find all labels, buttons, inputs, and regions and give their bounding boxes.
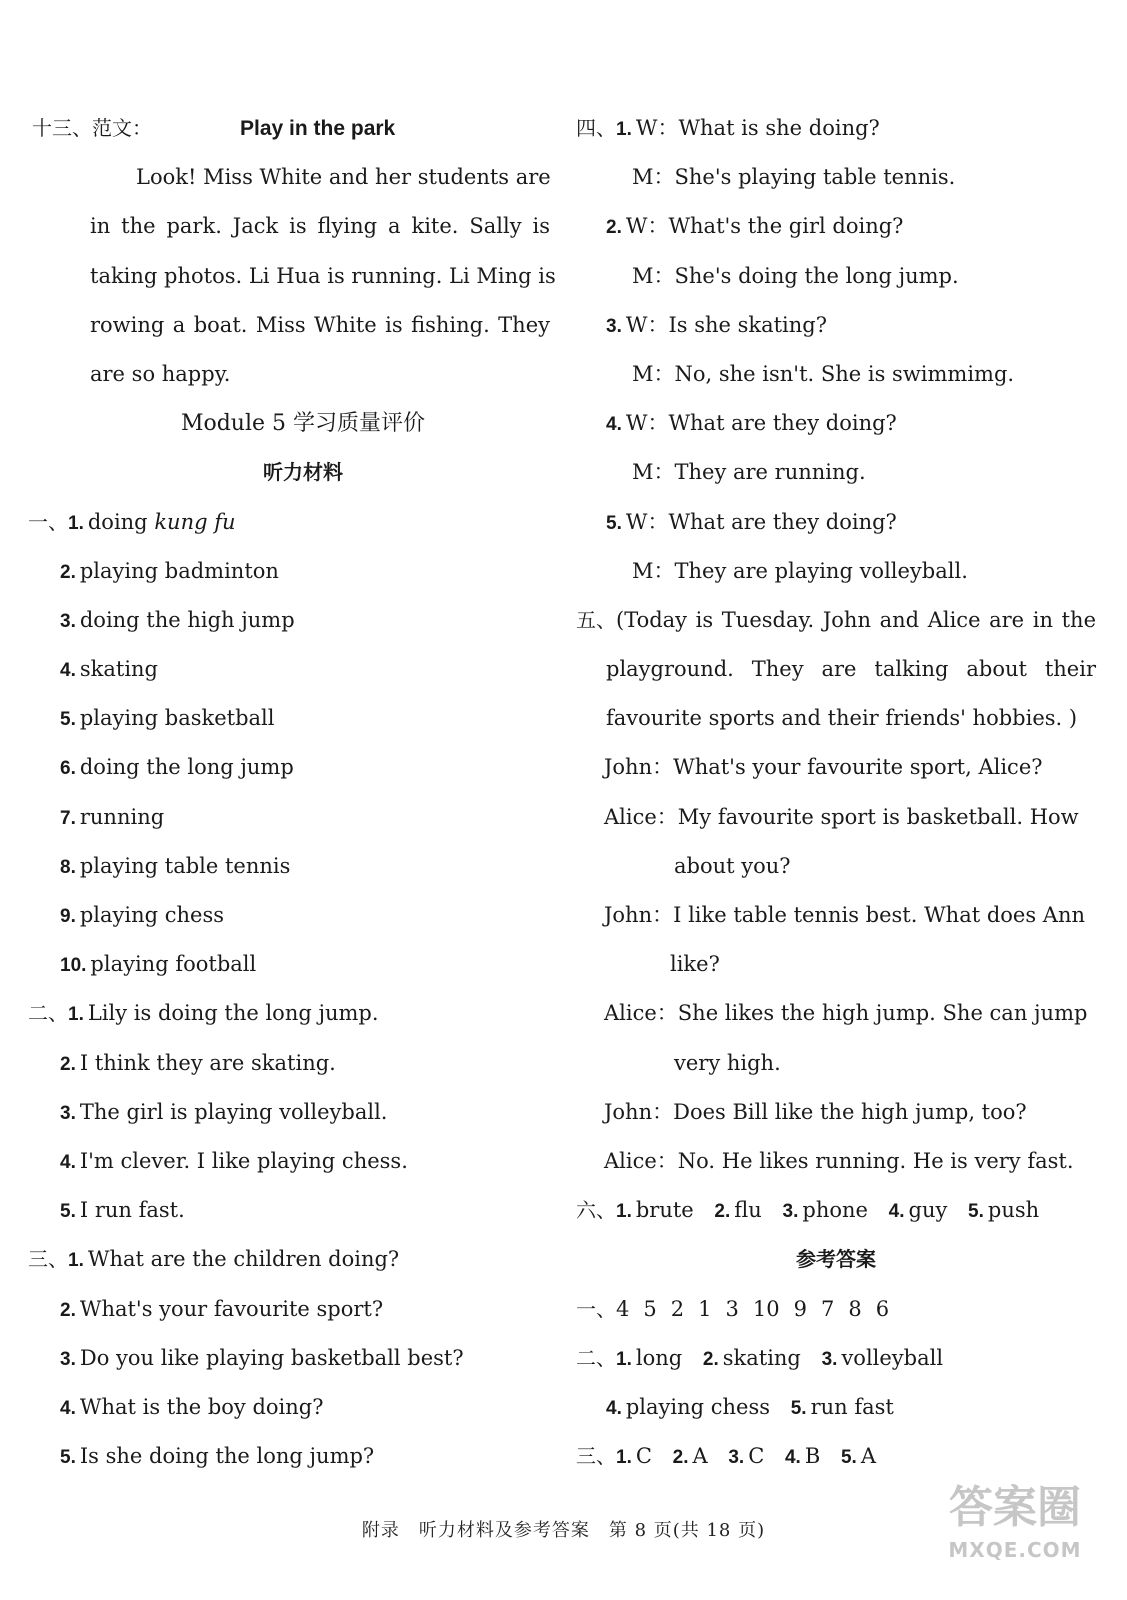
dialog-intro: playground. They are talking about their <box>606 657 1096 682</box>
dialog-line: 2. W：What's the girl doing? <box>606 214 904 239</box>
watermark-logo <box>917 1478 1113 1588</box>
answer-row: 一、4 5 2 1 3 10 9 7 8 6 <box>576 1285 1096 1334</box>
list-item: 三、1. What are the children doing? <box>28 1247 400 1272</box>
left-column <box>28 104 558 1481</box>
dialog-line: Alice：No. He likes running. He is very fast. <box>604 1148 1074 1173</box>
list-item: 3. doing the high jump <box>60 607 295 632</box>
dialog-line: 四、1. W：What is she doing? <box>576 116 880 140</box>
essay-line: in the park. Jack is flying a kite. Sally is <box>90 214 550 239</box>
dialog-line: M：She's playing table tennis. <box>632 165 956 190</box>
dialog-line: John：Does Bill like the high jump, too? <box>604 1099 1027 1124</box>
list-item: 3. The girl is playing volleyball. <box>60 1099 388 1124</box>
list-item: 3. Do you like playing basketball best? <box>60 1345 464 1370</box>
section-label: 五、 <box>576 607 616 632</box>
dialog-line: M：They are running. <box>632 460 866 485</box>
list-item: 10. playing football <box>60 952 257 977</box>
list-item: 6. doing the long jump <box>60 755 294 780</box>
essay-label: 十三、范文： <box>32 116 152 140</box>
section-label: 三、 <box>28 1247 68 1272</box>
essay-line: Look! Miss White and her students are <box>136 165 551 190</box>
list-item: 六、1. brute 2. flu 3. phone 4. guy 5. push <box>576 1198 1040 1223</box>
list-item: 2. playing badminton <box>60 558 279 583</box>
dialog-line: M：No, she isn't. She is swimmimg. <box>632 361 1015 386</box>
answers-heading: 参考答案 <box>796 1247 876 1272</box>
module-title: Module 5 学习质量评价 <box>180 411 426 437</box>
dialog-line: M：She's doing the long jump. <box>632 263 959 288</box>
list-item: 2. What's your favourite sport? <box>60 1296 384 1321</box>
answer-row: 二、1. long 2. skating 3. volleyball <box>576 1345 944 1370</box>
right-column <box>576 104 1096 1481</box>
dialog-line: John：I like table tennis best. What does Ann <box>604 903 1086 927</box>
dialog-line: about you? <box>674 853 791 878</box>
section-label: 六、 <box>576 1198 616 1223</box>
essay-title-line <box>28 104 558 153</box>
list-item: 5. I run fast. <box>60 1198 185 1223</box>
dialog-line: 5. W：What are they doing? <box>606 509 897 534</box>
dialog-line: like? <box>670 952 720 977</box>
dialog-line: 4. W：What are they doing? <box>606 411 897 436</box>
list-item: 9. playing chess <box>60 903 225 927</box>
dialog-line: M：They are playing volleyball. <box>632 558 968 583</box>
answer-circle-icon: 答案圈 <box>949 1482 1081 1533</box>
list-item: 2. I think they are skating. <box>60 1050 336 1075</box>
section-label: 四、 <box>576 116 616 140</box>
list-item: 8. playing table tennis <box>60 853 291 878</box>
dialog-line: Alice：She likes the high jump. She can jump <box>604 1001 1088 1026</box>
answer-row: 4. playing chess 5. run fast <box>606 1394 894 1419</box>
section-label: 二、 <box>28 1001 68 1026</box>
dialog-intro: 五、 (Today is Tuesday. John and Alice are in the <box>576 596 1096 645</box>
listening-heading: 听力材料 <box>263 460 343 485</box>
list-item: 二、1. Lily is doing the long jump. <box>28 1001 379 1026</box>
list-item: 5. playing basketball <box>60 706 275 731</box>
dialog-line: very high. <box>674 1050 781 1075</box>
list-item: 7. running <box>60 804 165 829</box>
watermark-site: MXQE.COM <box>948 1538 1082 1562</box>
list-item: 4. skating <box>60 657 159 682</box>
italic-term: kung fu <box>154 509 236 534</box>
essay-title: Play in the park <box>240 117 396 140</box>
essay-line: taking photos. Li Hua is running. Li Ming is <box>90 263 556 288</box>
section-label: 一、 <box>28 509 68 534</box>
page-footer: 附录 听力材料及参考答案 第 8 页(共 18 页) <box>361 1520 766 1541</box>
list-item: 4. I'm clever. I like playing chess. <box>60 1148 408 1173</box>
essay-line: are so happy. <box>90 361 231 386</box>
section-label: 二、 <box>576 1345 616 1370</box>
dialog-line: 3. W：Is she skating? <box>606 312 827 337</box>
dialog-line: Alice：My favourite sport is basketball. How <box>604 804 1079 829</box>
section-label: 三、 <box>576 1444 616 1469</box>
dialog-line: John：What's your favourite sport, Alice? <box>604 755 1043 780</box>
list-item: 一、1. doing kung fu <box>28 509 236 534</box>
list-item: 4. What is the boy doing? <box>60 1394 324 1419</box>
list-item: 5. Is she doing the long jump? <box>60 1444 375 1469</box>
dialog-intro: favourite sports and their friends' hobbies. ) <box>606 706 1078 731</box>
essay-line: rowing a boat. Miss White is fishing. They <box>90 312 550 337</box>
answer-row: 三、1. C 2. A 3. C 4. B 5. A <box>576 1444 876 1469</box>
section-label: 一、 <box>576 1296 616 1321</box>
